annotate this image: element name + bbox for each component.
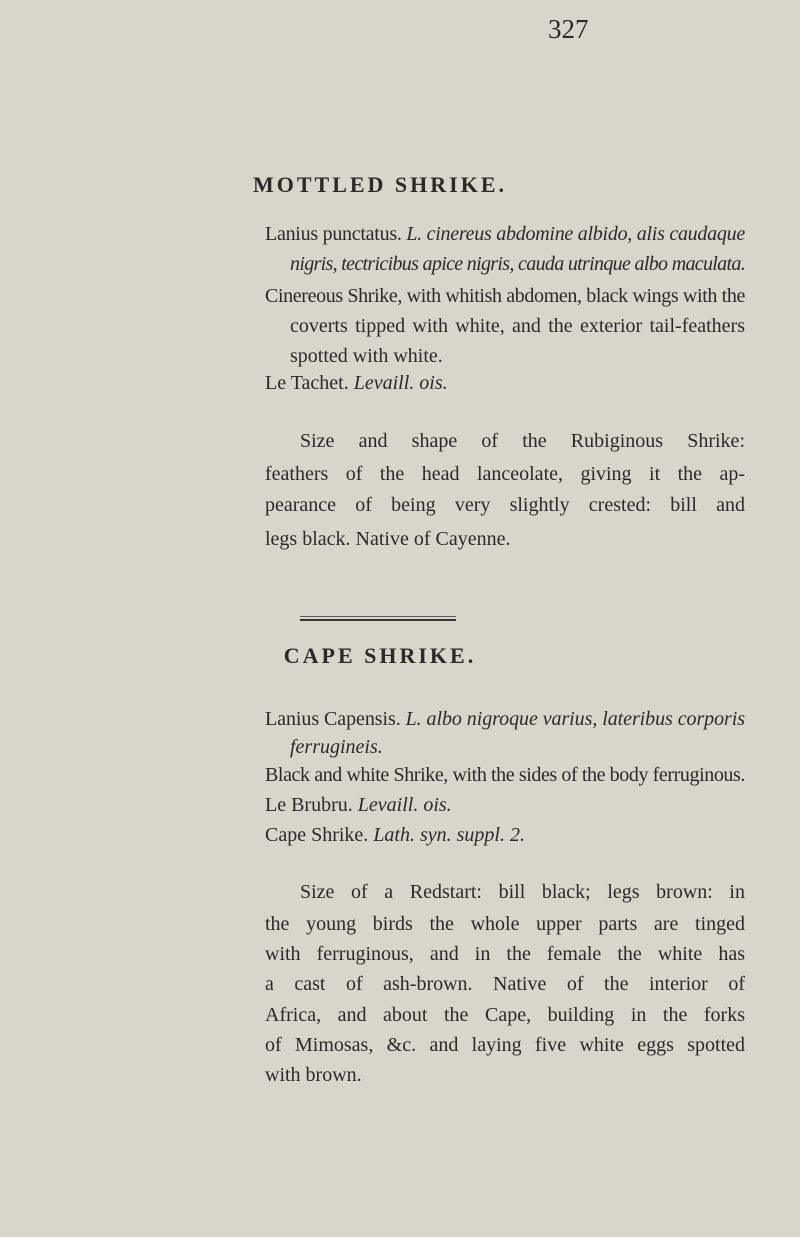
roman-text: Size of a Redstart: bill black; legs brown: in (300, 881, 745, 903)
text-line (265, 370, 448, 396)
section-divider (300, 616, 456, 621)
roman-text: with brown. (265, 1064, 362, 1086)
roman-text: Le Tachet. (265, 372, 354, 394)
italic-text: L. cinereus abdomine albido, alis caudaque (406, 223, 745, 245)
text-line (265, 283, 745, 309)
text-line (265, 706, 745, 732)
text-line (290, 343, 443, 369)
section-title-cape-shrike: CAPE SHRIKE. (283, 643, 477, 668)
text-line (265, 822, 525, 848)
italic-text: L. albo nigroque varius, lateribus corporis (405, 708, 745, 730)
roman-text: the young birds the whole upper parts are tinged (265, 913, 746, 935)
text-line (265, 792, 452, 818)
roman-text: Lanius Capensis. (265, 708, 406, 730)
text-line (265, 1032, 745, 1058)
italic-text: nigris, tectricibus apice nigris, cauda utrinque albo maculata. (290, 253, 746, 275)
text-line (290, 251, 745, 277)
text-line (265, 526, 510, 552)
roman-text: pearance of being very slightly crested: bill and (265, 494, 745, 516)
text-line (265, 762, 745, 788)
italic-text: Lath. syn. suppl. 2. (373, 824, 525, 846)
roman-text: Cape Shrike. (265, 824, 374, 846)
italic-text: Levaill. ois. (357, 794, 452, 816)
roman-text: Lanius punctatus. (265, 223, 407, 245)
text-line (265, 911, 745, 937)
roman-text: Cinereous Shrike, with whitish abdomen, black wings with the (265, 285, 745, 307)
text-line (265, 221, 745, 247)
roman-text: with ferruginous, and in the female the white has (265, 943, 745, 965)
italic-text: Levaill. ois. (353, 372, 448, 394)
text-line (265, 971, 745, 997)
page-number: 327 (548, 14, 589, 44)
text-line (265, 461, 745, 487)
roman-text: Size and shape of the Rubiginous Shrike: (300, 430, 745, 452)
roman-text: feathers of the head lanceolate, giving it the ap- (265, 463, 745, 485)
text-line (265, 1062, 362, 1088)
text-line (265, 492, 745, 518)
text-line (300, 428, 745, 454)
roman-text: coverts tipped with white, and the exterior tail-feathers (290, 315, 745, 337)
roman-text: spotted with white. (290, 345, 443, 367)
roman-text: Africa, and about the Cape, building in the forks (265, 1004, 745, 1026)
text-line (265, 941, 745, 967)
text-line (265, 1002, 745, 1028)
section-title-mottled-shrike: MOTTLED SHRIKE. (252, 172, 508, 197)
italic-text: ferrugineis. (290, 736, 383, 758)
text-line (300, 879, 745, 905)
roman-text: Black and white Shrike, with the sides of the body ferruginous. (265, 764, 746, 786)
roman-text: of Mimosas, &c. and laying five white eggs spotted (265, 1034, 745, 1056)
text-line (290, 313, 745, 339)
roman-text: legs black. Native of Cayenne. (265, 528, 511, 550)
text-line (290, 734, 383, 760)
roman-text: a cast of ash-brown. Native of the interior of (265, 973, 745, 995)
roman-text: Le Brubru. (265, 794, 358, 816)
